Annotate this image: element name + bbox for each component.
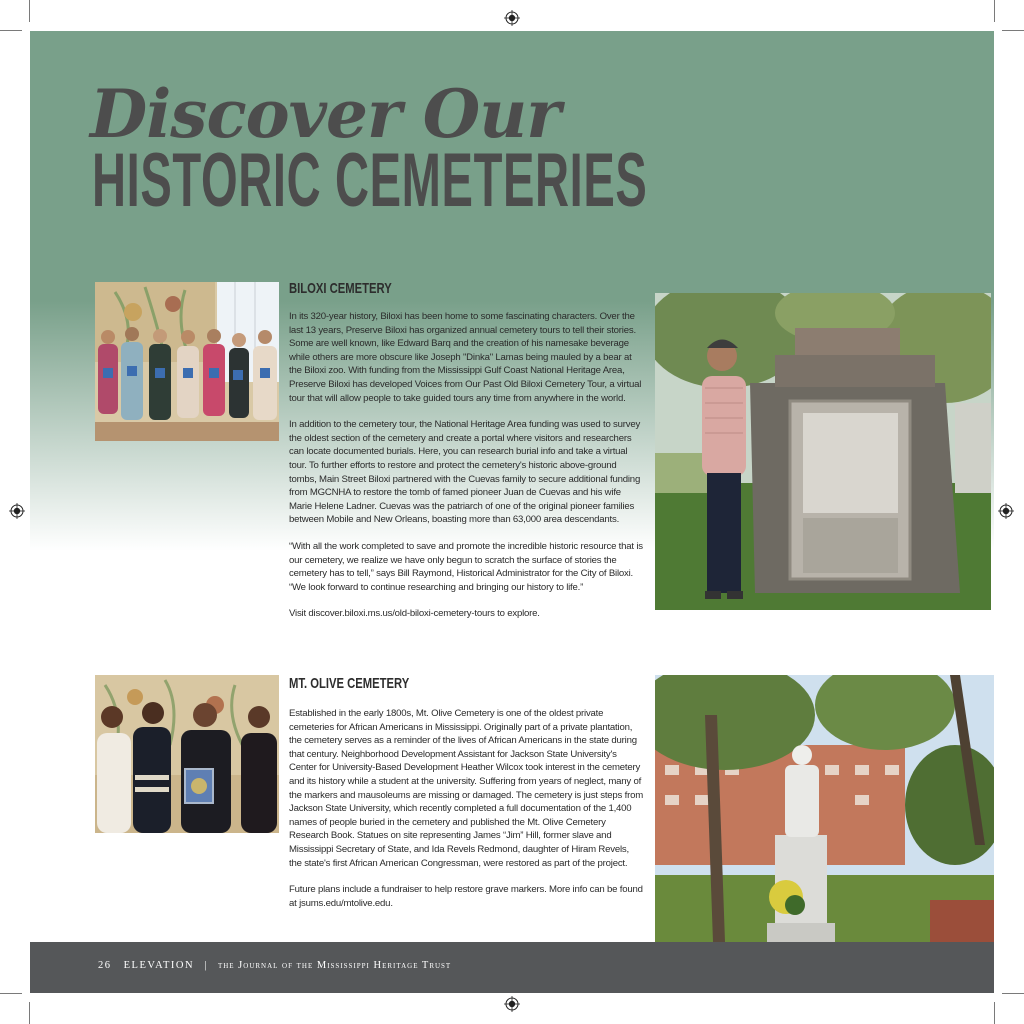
- biloxi-tomb-photo: [655, 293, 991, 610]
- crop-mark: [0, 30, 22, 31]
- page-number: 26: [98, 960, 112, 971]
- crop-mark: [29, 0, 30, 22]
- journal-name: the Journal of the Mississippi Heritage Trust: [217, 960, 452, 971]
- crop-mark: [1002, 993, 1024, 994]
- crop-mark: [1002, 30, 1024, 31]
- magazine-name: ELEVATION: [123, 960, 195, 971]
- page-title: HISTORIC CEMETERIES: [92, 138, 648, 223]
- biloxi-article: [289, 310, 643, 621]
- crop-mark: [0, 993, 22, 994]
- registration-mark-icon: [504, 10, 520, 26]
- title-script: Discover Our: [90, 75, 561, 153]
- biloxi-paragraph: “With all the work completed to save and promote the incredible historic resource that is our cemetery, we realize we have only begun to scratch the surface of stories the cemetery has to tell,” says Bill Raymond, Historical Administrator for the City of Biloxi. “We look forward to continue researching and bringing our history to life.”: [289, 540, 643, 593]
- crop-mark: [994, 1002, 995, 1024]
- biloxi-group-photo: [95, 282, 279, 441]
- mt-olive-paragraph: Established in the early 1800s, Mt. Olive Cemetery is one of the oldest private cemeteries for African Americans in Mississippi. Originally part of a private plantation, the cemetery serves as a reminder of the lives of African Americans in the state during that century. Neighborhood Development Assistant for Jackson State University's Center for University-Based Development Heather Wilcox took interest in the cemetery and its history while a student at the university. Suffering from years of neglect, many of the markers and mausoleums are missing or damaged. The cemetery is just steps from Jackson State University, which recently completed a full documentation of the 1,400 names of people buried in the cemetery and published the Mt. Olive Cemetery Research Book. Statues on site representing James “Jim” Hill, former slave and Mississippi Secretary of State, and Ida Revels Redmond, daughter of Hiram Revels, the state's first African American Congressman, were restored as part of the project.: [289, 708, 643, 869]
- biloxi-link-text: Visit discover.biloxi.ms.us/old-biloxi-cemetery-tours to explore.: [289, 608, 540, 620]
- registration-mark-icon: [504, 996, 520, 1012]
- footer-separator: |: [204, 960, 208, 971]
- mt-olive-heading: MT. OLIVE CEMETERY: [289, 675, 410, 692]
- biloxi-paragraph: In addition to the cemetery tour, the National Heritage Area funding was used to survey the oldest section of the cemetery and create a portal where visitors and researchers can locate documented burials. Here, you can research burial info and take a virtual tour. To further efforts to restore and protect the cemetery's historic above-ground tombs, Main Street Biloxi partnered with the Cuevas family to secure additional funding from MGCNHA to restore the tomb of famed pioneer Juan de Cuevas and his wife Marie Helene Ladner. Cuevas was the patriarch of one of the original pioneer families between Mobile and New Orleans, boasting more than 63,000 area descendants.: [289, 419, 641, 526]
- magazine-page: [30, 31, 994, 993]
- biloxi-heading: BILOXI CEMETERY: [289, 280, 392, 297]
- crop-mark: [994, 0, 995, 22]
- crop-mark: [29, 1002, 30, 1024]
- page-footer: [30, 942, 994, 993]
- biloxi-paragraph: In its 320-year history, Biloxi has been home to some fascinating characters. Over the last 13 years, Preserve Biloxi has organized annual cemetery tours to tell their stories. Some are well known, like Edward Barq and the creation of his namesake beverage while others are more obscure like Joseph "Dinka" Lamas being mauled by a bear at the Biloxi zoo. With funding from the Mississippi Gulf Coast National Heritage Area, Preserve Biloxi has developed Voices from Our Past Old Biloxi Cemetery Tour, a virtual tour that will allow people to take guided tours any time from anywhere in the world.: [289, 311, 642, 404]
- registration-mark-icon: [998, 503, 1014, 519]
- mt-olive-article: [289, 707, 643, 910]
- footer-text: [98, 960, 451, 971]
- mt-olive-group-photo: [95, 675, 279, 833]
- registration-mark-icon: [9, 503, 25, 519]
- mt-olive-statue-photo: [655, 675, 994, 942]
- mt-olive-paragraph: Future plans include a fundraiser to help restore grave markers. More info can be found at jsums.edu/mtolive.edu.: [289, 884, 643, 909]
